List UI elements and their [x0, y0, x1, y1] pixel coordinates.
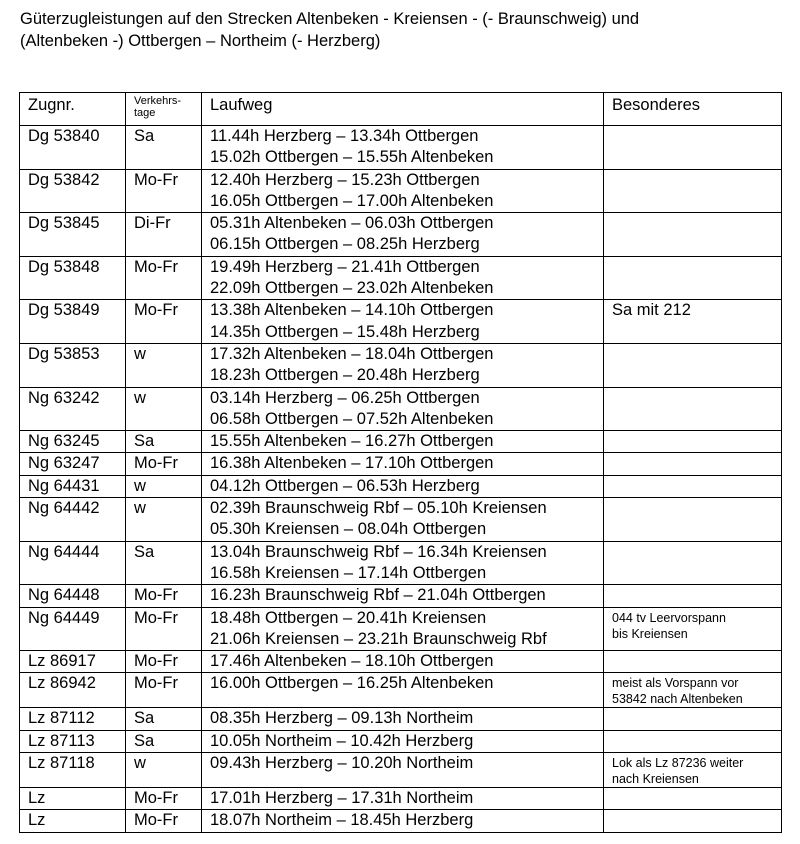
table-header-row [20, 93, 782, 126]
laufweg-line: 17.32h Altenbeken – 18.04h Ottbergen [210, 344, 494, 363]
table-row [20, 475, 782, 497]
cell-zugnr: Lz [20, 810, 126, 832]
title-line-1: Güterzugleistungen auf den Strecken Altenbeken - Kreiensen - (- Braunschweig) und [20, 10, 640, 28]
cell-laufweg [202, 810, 604, 832]
cell-laufweg [202, 585, 604, 607]
cell-besonderes [604, 730, 782, 752]
table-row [20, 585, 782, 607]
laufweg-line: 05.30h Kreiensen – 08.04h Ottbergen [210, 520, 487, 539]
cell-zugnr: Dg 53848 [20, 256, 126, 300]
laufweg-line: 12.40h Herzberg – 15.23h Ottbergen [210, 170, 480, 189]
cell-zugnr: Dg 53849 [20, 300, 126, 344]
laufweg-line: 03.14h Herzberg – 06.25h Ottbergen [210, 388, 480, 407]
cell-verkehrstage: Mo-Fr [126, 256, 202, 300]
cell-laufweg [202, 475, 604, 497]
cell-besonderes [604, 673, 782, 708]
cell-verkehrstage: w [126, 498, 202, 542]
cell-besonderes [604, 387, 782, 431]
besonderes-line: Sa mit 212 [612, 301, 691, 320]
laufweg-line: 08.35h Herzberg – 09.13h Northeim [210, 709, 474, 728]
cell-verkehrstage: Mo-Fr [126, 453, 202, 475]
cell-verkehrstage: w [126, 387, 202, 431]
cell-zugnr: Ng 63242 [20, 387, 126, 431]
cell-laufweg [202, 343, 604, 387]
cell-laufweg [202, 730, 604, 752]
cell-laufweg [202, 300, 604, 344]
laufweg-line: 16.38h Altenbeken – 17.10h Ottbergen [210, 454, 494, 473]
header-verkehrstage [126, 93, 202, 126]
laufweg-line: 11.44h Herzberg – 13.34h Ottbergen [210, 127, 479, 145]
cell-verkehrstage: w [126, 475, 202, 497]
cell-zugnr: Ng 63247 [20, 453, 126, 475]
cell-besonderes [604, 453, 782, 475]
cell-verkehrstage: Sa [126, 126, 202, 170]
cell-verkehrstage: Sa [126, 708, 202, 730]
table-row [20, 453, 782, 475]
cell-besonderes [604, 498, 782, 542]
laufweg-line: 18.48h Ottbergen – 20.41h Kreiensen [210, 608, 487, 627]
cell-zugnr: Lz [20, 788, 126, 810]
title-line-2: (Altenbeken -) Ottbergen – Northeim (- Herzberg) [20, 32, 381, 50]
laufweg-line: 10.05h Northeim – 10.42h Herzberg [210, 731, 474, 750]
cell-laufweg [202, 256, 604, 300]
cell-verkehrstage: Mo-Fr [126, 585, 202, 607]
cell-verkehrstage: Mo-Fr [126, 673, 202, 708]
cell-besonderes [604, 300, 782, 344]
cell-zugnr: Ng 64431 [20, 475, 126, 497]
cell-zugnr: Lz 86942 [20, 673, 126, 708]
table-row [20, 673, 782, 708]
table-row [20, 498, 782, 542]
laufweg-line: 15.02h Ottbergen – 15.55h Altenbeken [210, 148, 494, 167]
table-row [20, 387, 782, 431]
table-row [20, 753, 782, 788]
cell-zugnr: Ng 63245 [20, 431, 126, 453]
laufweg-line: 06.15h Ottbergen – 08.25h Herzberg [210, 235, 480, 254]
cell-zugnr: Dg 53840 [20, 126, 126, 170]
besonderes-line: Lok als Lz 87236 weiter [612, 756, 744, 771]
table-row [20, 708, 782, 730]
laufweg-line: 17.01h Herzberg – 17.31h Northeim [210, 789, 474, 808]
cell-besonderes [604, 541, 782, 585]
besonderes-line: nach Kreiensen [612, 772, 699, 787]
cell-verkehrstage: Mo-Fr [126, 300, 202, 344]
cell-besonderes [604, 810, 782, 832]
table-row [20, 607, 782, 651]
cell-verkehrstage: Sa [126, 431, 202, 453]
laufweg-line: 17.46h Altenbeken – 18.10h Ottbergen [210, 652, 494, 671]
cell-zugnr: Ng 64448 [20, 585, 126, 607]
cell-besonderes [604, 213, 782, 257]
table-row [20, 788, 782, 810]
cell-laufweg [202, 169, 604, 213]
laufweg-line: 04.12h Ottbergen – 06.53h Herzberg [210, 476, 480, 495]
table-row [20, 256, 782, 300]
cell-zugnr: Ng 64442 [20, 498, 126, 542]
cell-verkehrstage: Sa [126, 730, 202, 752]
besonderes-line: bis Kreiensen [612, 626, 688, 641]
cell-besonderes [604, 126, 782, 170]
cell-besonderes [604, 788, 782, 810]
cell-laufweg [202, 708, 604, 730]
cell-verkehrstage: Sa [126, 541, 202, 585]
header-verkehrstage-line-2: tage [134, 107, 156, 119]
cell-laufweg [202, 788, 604, 810]
laufweg-line: 13.04h Braunschweig Rbf – 16.34h Kreiensen [210, 542, 547, 561]
header-zugnr: Zugnr. [20, 93, 126, 126]
table-row [20, 343, 782, 387]
cell-laufweg [202, 387, 604, 431]
table-row [20, 541, 782, 585]
cell-verkehrstage: Di-Fr [126, 213, 202, 257]
cell-laufweg [202, 126, 604, 170]
cell-besonderes [604, 651, 782, 673]
cell-verkehrstage: Mo-Fr [126, 169, 202, 213]
laufweg-line: 16.00h Ottbergen – 16.25h Altenbeken [210, 674, 494, 693]
table-row [20, 651, 782, 673]
besonderes-line: meist als Vorspann vor [612, 676, 739, 691]
cell-verkehrstage: Mo-Fr [126, 810, 202, 832]
document-title [20, 8, 780, 52]
header-besonderes: Besonderes [604, 93, 782, 126]
cell-laufweg [202, 213, 604, 257]
laufweg-line: 16.58h Kreiensen – 17.14h Ottbergen [210, 563, 487, 582]
table-row [20, 431, 782, 453]
cell-laufweg [202, 453, 604, 475]
cell-zugnr: Dg 53853 [20, 343, 126, 387]
besonderes-line: 53842 nach Altenbeken [612, 692, 743, 707]
header-laufweg: Laufweg [202, 93, 604, 126]
table-row [20, 730, 782, 752]
table-row [20, 213, 782, 257]
table-body [20, 126, 782, 833]
laufweg-line: 16.23h Braunschweig Rbf – 21.04h Ottbergen [210, 586, 546, 605]
cell-laufweg [202, 498, 604, 542]
table-row [20, 300, 782, 344]
laufweg-line: 19.49h Herzberg – 21.41h Ottbergen [210, 257, 480, 276]
cell-besonderes [604, 708, 782, 730]
cell-verkehrstage: Mo-Fr [126, 788, 202, 810]
laufweg-line: 05.31h Altenbeken – 06.03h Ottbergen [210, 214, 494, 233]
cell-verkehrstage: w [126, 753, 202, 788]
cell-besonderes [604, 607, 782, 651]
table-row [20, 126, 782, 170]
table-row [20, 810, 782, 832]
cell-zugnr: Ng 64444 [20, 541, 126, 585]
laufweg-line: 16.05h Ottbergen – 17.00h Altenbeken [210, 191, 494, 210]
header-verkehrstage-line-1: Verkehrs- [134, 95, 182, 107]
cell-besonderes [604, 753, 782, 788]
laufweg-line: 14.35h Ottbergen – 15.48h Herzberg [210, 322, 480, 341]
laufweg-line: 21.06h Kreiensen – 23.21h Braunschweig Rbf [210, 629, 547, 648]
cell-zugnr: Lz 87113 [20, 730, 126, 752]
laufweg-line: 15.55h Altenbeken – 16.27h Ottbergen [210, 432, 494, 451]
cell-zugnr: Lz 86917 [20, 651, 126, 673]
cell-zugnr: Dg 53845 [20, 213, 126, 257]
laufweg-line: 06.58h Ottbergen – 07.52h Altenbeken [210, 409, 494, 428]
laufweg-line: 09.43h Herzberg – 10.20h Northeim [210, 754, 474, 773]
table-row [20, 169, 782, 213]
cell-besonderes [604, 431, 782, 453]
laufweg-line: 22.09h Ottbergen – 23.02h Altenbeken [210, 279, 494, 298]
laufweg-line: 02.39h Braunschweig Rbf – 05.10h Kreiensen [210, 499, 547, 518]
cell-besonderes [604, 343, 782, 387]
cell-verkehrstage: Mo-Fr [126, 651, 202, 673]
cell-besonderes [604, 256, 782, 300]
besonderes-line: 044 tv Leervorspann [612, 610, 726, 625]
cell-besonderes [604, 585, 782, 607]
cell-laufweg [202, 431, 604, 453]
freight-train-table [19, 92, 782, 833]
laufweg-line: 13.38h Altenbeken – 14.10h Ottbergen [210, 301, 494, 320]
cell-zugnr: Dg 53842 [20, 169, 126, 213]
cell-laufweg [202, 753, 604, 788]
cell-zugnr: Lz 87112 [20, 708, 126, 730]
cell-besonderes [604, 169, 782, 213]
cell-laufweg [202, 673, 604, 708]
cell-verkehrstage: w [126, 343, 202, 387]
laufweg-line: 18.23h Ottbergen – 20.48h Herzberg [210, 366, 480, 385]
cell-zugnr: Lz 87118 [20, 753, 126, 788]
cell-verkehrstage: Mo-Fr [126, 607, 202, 651]
cell-laufweg [202, 607, 604, 651]
laufweg-line: 18.07h Northeim – 18.45h Herzberg [210, 811, 474, 830]
cell-laufweg [202, 651, 604, 673]
cell-zugnr: Ng 64449 [20, 607, 126, 651]
cell-laufweg [202, 541, 604, 585]
cell-besonderes [604, 475, 782, 497]
